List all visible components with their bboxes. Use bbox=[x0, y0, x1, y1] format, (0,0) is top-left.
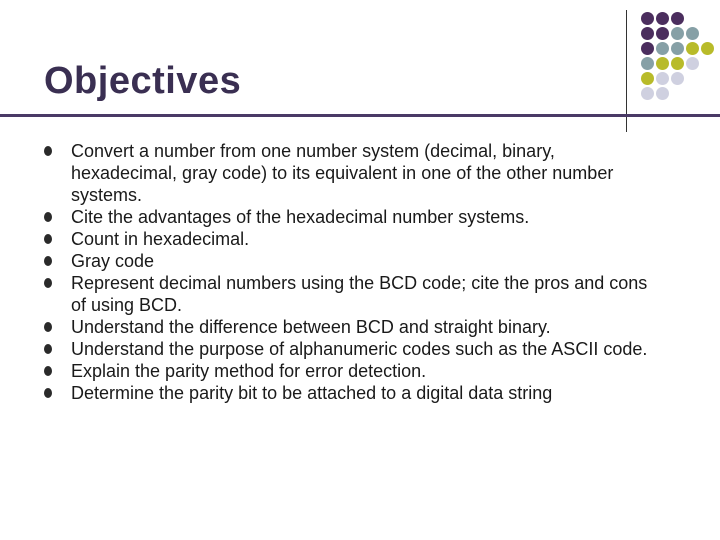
bullet-point-icon bbox=[44, 322, 52, 332]
decor-dot bbox=[686, 42, 699, 55]
objective-text: Understand the difference between BCD and straight binary. bbox=[71, 317, 551, 337]
objective-item bbox=[44, 228, 664, 250]
bullet-point-icon bbox=[44, 234, 52, 244]
objective-item bbox=[44, 316, 664, 338]
decor-dot bbox=[656, 57, 669, 70]
decor-dot bbox=[656, 12, 669, 25]
title-underline bbox=[0, 114, 720, 117]
objective-item bbox=[44, 206, 664, 228]
objective-item bbox=[44, 382, 664, 404]
decor-dot bbox=[656, 87, 669, 100]
decor-dot bbox=[656, 27, 669, 40]
objective-text: Determine the parity bit to be attached to a digital data string bbox=[71, 383, 553, 403]
decor-dot bbox=[641, 27, 654, 40]
decor-dot bbox=[641, 72, 654, 85]
decor-dot bbox=[656, 42, 669, 55]
decor-dot bbox=[701, 42, 714, 55]
bullet-point-icon bbox=[44, 366, 52, 376]
objective-text: Gray code bbox=[71, 251, 155, 271]
decor-dot bbox=[641, 87, 654, 100]
objective-text: Cite the advantages of the hexadecimal number systems. bbox=[71, 207, 530, 227]
decor-dot bbox=[641, 57, 654, 70]
decor-dot bbox=[641, 42, 654, 55]
objective-text: Represent decimal numbers using the BCD code; cite the pros and cons of using BCD. bbox=[71, 273, 648, 315]
objective-item bbox=[44, 250, 664, 272]
bullet-point-icon bbox=[44, 278, 52, 288]
decor-dot bbox=[671, 57, 684, 70]
objective-item bbox=[44, 338, 664, 360]
decor-dot bbox=[686, 27, 699, 40]
objective-text: Convert a number from one number system (decimal, binary, hexadecimal, gray code) to its equivalent in one of the other number systems. bbox=[71, 141, 614, 205]
bullet-point-icon bbox=[44, 388, 52, 398]
objective-text: Understand the purpose of alphanumeric codes such as the ASCII code. bbox=[71, 339, 648, 359]
decor-dot bbox=[686, 57, 699, 70]
bullet-point-icon bbox=[44, 212, 52, 222]
bullet-point-icon bbox=[44, 146, 52, 156]
objective-item bbox=[44, 272, 664, 316]
slide-title: Objectives bbox=[44, 60, 242, 102]
decor-dot bbox=[671, 42, 684, 55]
decor-dot bbox=[671, 72, 684, 85]
objective-text: Count in hexadecimal. bbox=[71, 229, 250, 249]
decor-dot bbox=[671, 12, 684, 25]
decor-dot bbox=[671, 27, 684, 40]
bullet-point-icon bbox=[44, 256, 52, 266]
decor-dot bbox=[641, 12, 654, 25]
objective-item bbox=[44, 140, 664, 206]
objective-item bbox=[44, 360, 664, 382]
decor-dot bbox=[656, 72, 669, 85]
objectives-list bbox=[44, 140, 664, 404]
bullet-point-icon bbox=[44, 344, 52, 354]
objective-text: Explain the parity method for error detection. bbox=[71, 361, 427, 381]
